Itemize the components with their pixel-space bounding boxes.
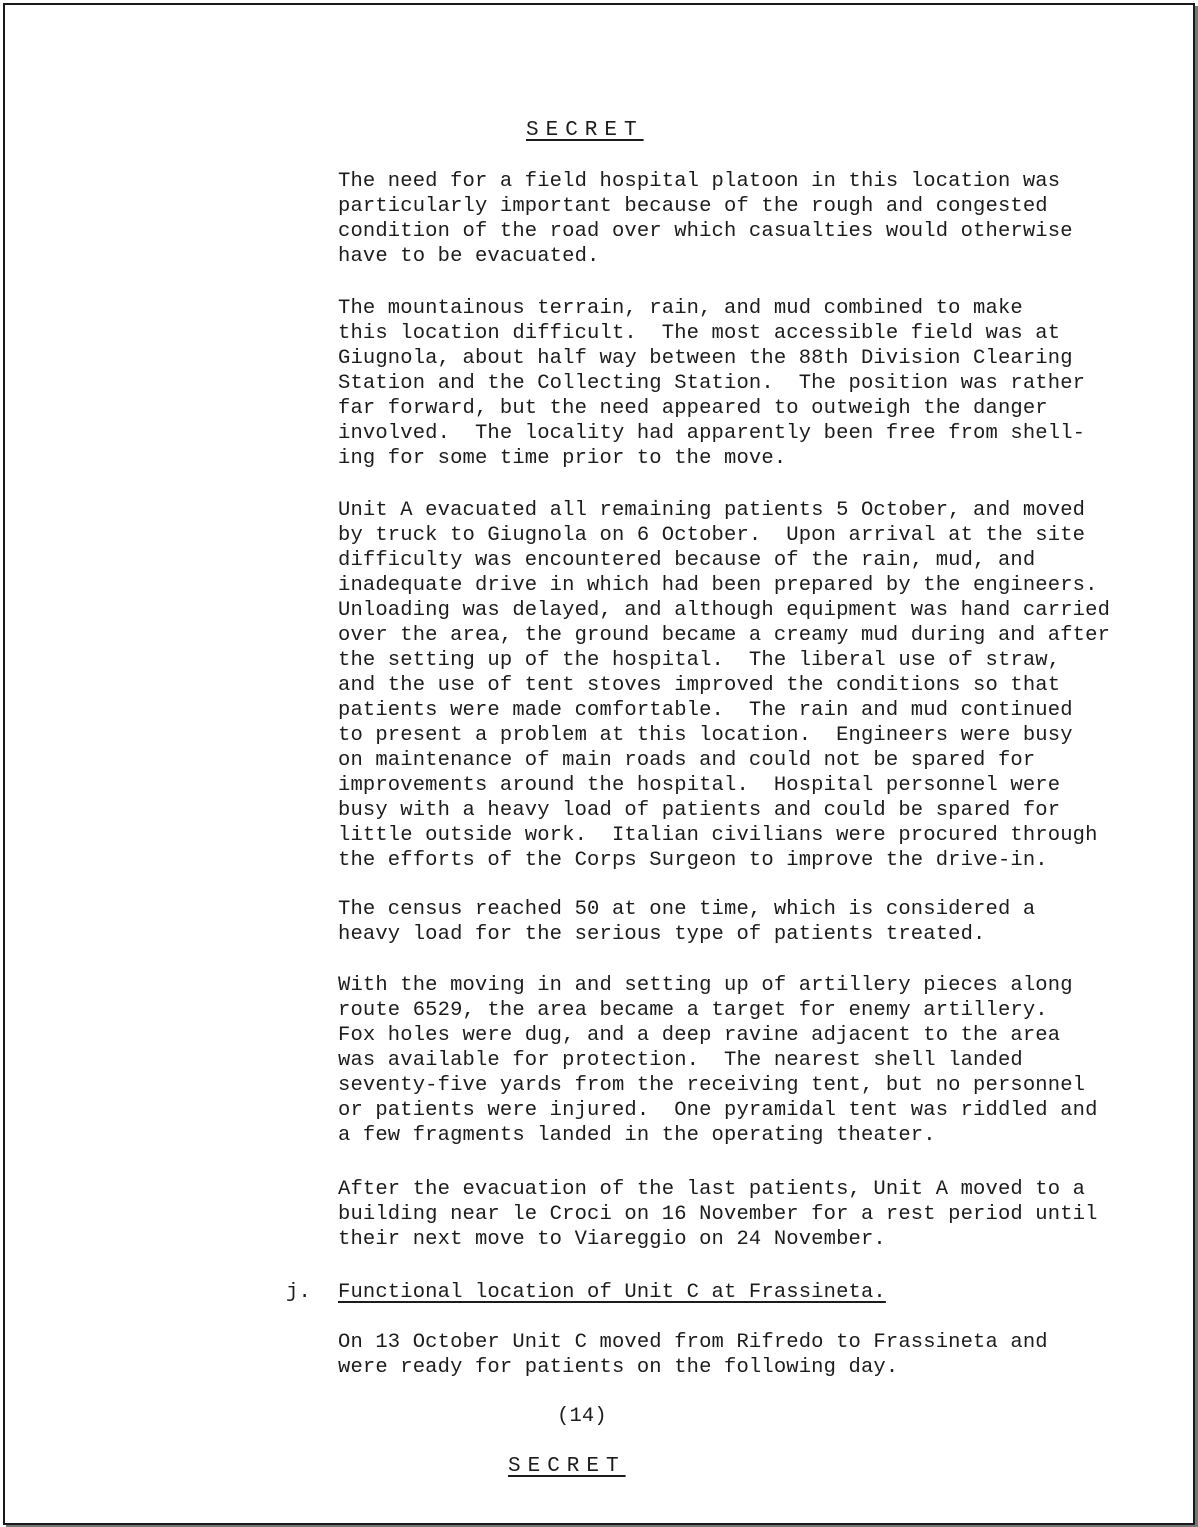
footer-classification: SECRET [508, 1455, 626, 1478]
section-j-marker: j. [286, 1281, 311, 1304]
paragraph-6: After the evacuation of the last patients, Unit A moved to a building near le Croci on 16 November for a rest period until their next move to Viareggio on 24 November. [338, 1178, 1098, 1251]
paragraph-2: The mountainous terrain, rain, and mud combined to make this location difficult. The most accessible field was at Giugnola, about half way between the 88th Division Clearing Station and the Collecting Station. The position was rather far forward, but the need appeared to outweigh the danger involved. The locality had apparently been free from shell- ing for some time prior to the move. [338, 297, 1086, 470]
paragraph-5: With the moving in and setting up of artillery pieces along route 6529, the area became a target for enemy artillery. Fox holes were dug, and a deep ravine adjacent to the area was available for protection. The nearest shell landed seventy-five yards from the receiving tent, but no personnel or patients were injured. One pyramidal tent was riddled and a few fragments landed in the operating theater. [338, 974, 1098, 1147]
paragraph-3: Unit A evacuated all remaining patients 5 October, and moved by truck to Giugnola on 6 October. Upon arrival at the site difficulty was encountered because of the rain, mud, and inadequate drive in which had been prepared by the engineers. Unloading was delayed, and although equipment was hand carried over the area, the ground became a creamy mud during and after the setting up of the hospital. The liberal use of straw, and the use of tent stoves improved the conditions so that patients were made comfortable. The rain and mud continued to present a problem at this location. Engineers were busy on maintenance of main roads and could not be spared for improvements around the hospital. Hospital personnel were busy with a heavy load of patients and could be spared for little outside work. Italian civilians were procured through the efforts of the Corps Surgeon to improve the drive-in. [338, 499, 1111, 872]
section-j-body: On 13 October Unit C moved from Rifredo to Frassineta and were ready for patients on the following day. [338, 1331, 1048, 1379]
header-classification: SECRET [526, 119, 644, 142]
paragraph-4: The census reached 50 at one time, which is considered a heavy load for the serious type of patients treated. [338, 898, 1036, 946]
page-number: (14) [557, 1405, 607, 1428]
paragraph-1: The need for a field hospital platoon in this location was particularly important because of the rough and congested condition of the road over which casualties would otherwise have to be evacuated. [338, 170, 1073, 268]
section-j-heading: Functional location of Unit C at Frassineta. [338, 1281, 886, 1304]
